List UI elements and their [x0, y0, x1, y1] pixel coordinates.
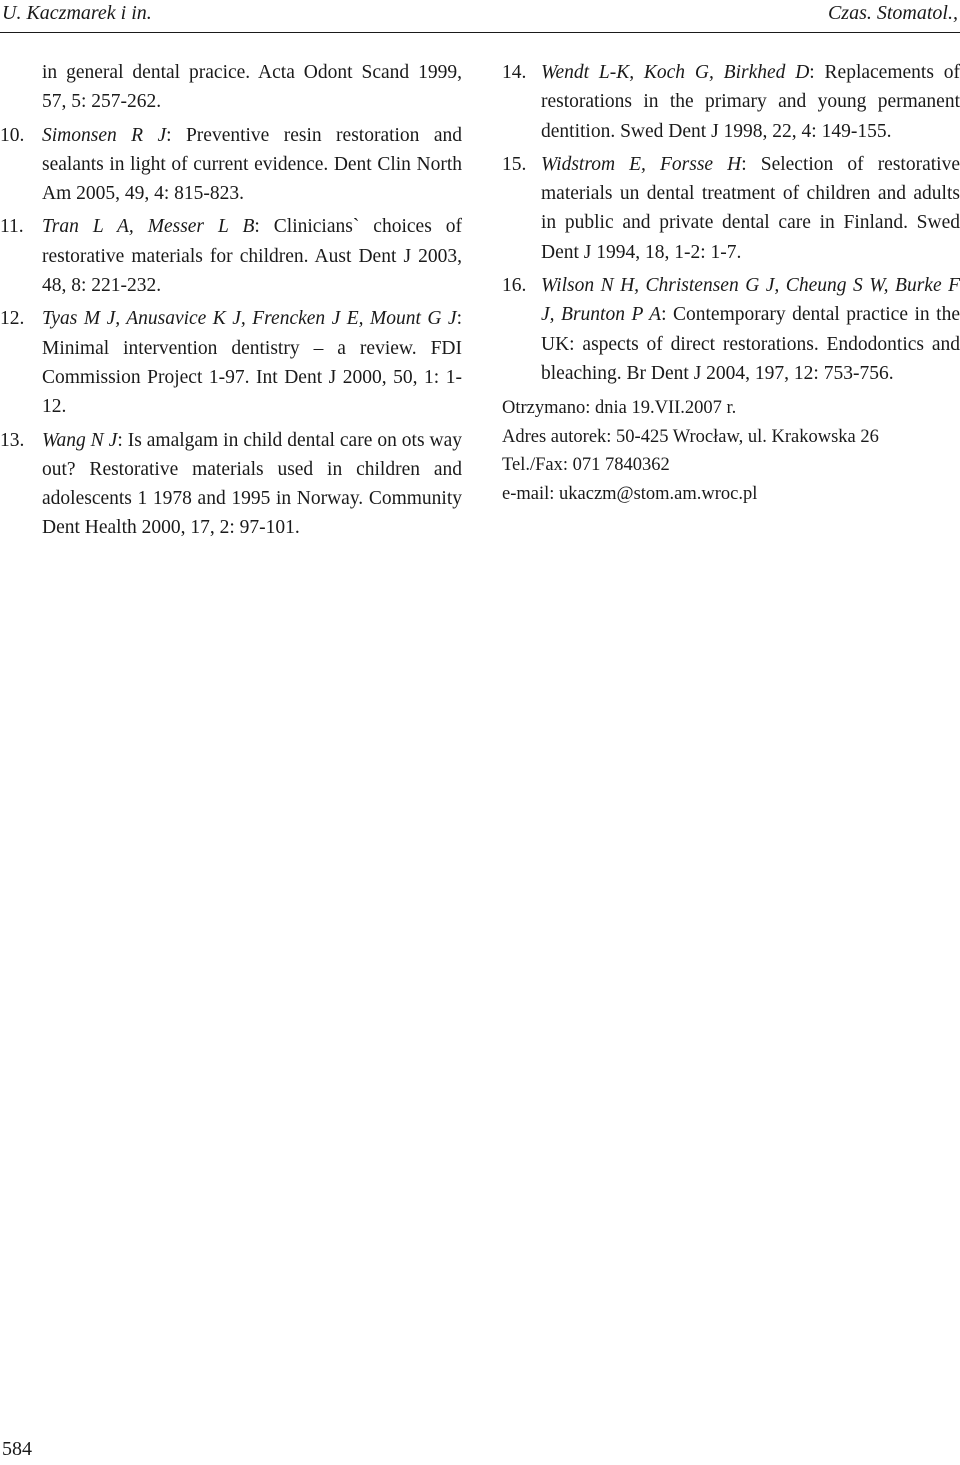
reference-text: : Replacements of restorations in the primary and young permanent dentition. Swed Dent J 1998, 22, 4: 149-155.: [541, 62, 960, 142]
reference-number: 13.: [0, 429, 25, 451]
author-address: Adres autorek: 50-425 Wrocław, ul. Krakowska 26: [502, 426, 879, 447]
phone-fax: Tel./Fax: 071 7840362: [502, 455, 670, 476]
reference-authors: Simonsen R J: [42, 124, 167, 146]
reference-authors: Widstrom E, Forsse H: [541, 153, 742, 175]
running-head: [0, 0, 960, 33]
page-number: 584: [2, 1438, 32, 1460]
reference-text: : Preventive resin restoration and sealants in light of current evidence. Dent Clin North Am 2005, 49, 4: 815-823.: [42, 124, 462, 205]
left-column: [0, 58, 462, 547]
reference-text: : Contemporary dental practice in the UK: aspects of direct restorations. Endodontics and bleaching. Br Dent J 2004, 197, 12: 753-756.: [541, 304, 960, 384]
reference-15: [502, 150, 960, 267]
reference-13: [0, 426, 462, 543]
email-address: e-mail: ukaczm@stom.am.wroc.pl: [502, 483, 758, 504]
reference-authors: Tran L A, Messer L B: [42, 216, 255, 238]
reference-12: [0, 304, 462, 421]
right-column: [502, 58, 960, 508]
reference-authors: Tyas M J, Anusavice K J, Frencken J E, Mount G J: [42, 308, 457, 330]
reference-text: : Minimal intervention dentistry – a review. FDI Commission Project 1-97. Int Dent J 2000, 50, 1: 1-12.: [42, 308, 462, 418]
reference-authors: Wang N J: [42, 429, 118, 451]
reference-number: 16.: [502, 275, 527, 297]
reference-14: [502, 58, 960, 146]
reference-number: 12.: [0, 308, 25, 330]
reference-text: : Clinicians` choices of restorative materials for children. Aust Dent J 2003, 48, 8: 221-232.: [42, 216, 462, 297]
reference-text: : Is amalgam in child dental care on ots way out? Restorative materials used in children and adolescents 1 1978 and 1995 in Norway. Community Dent Health 2000, 17, 2: 97-101.: [42, 429, 462, 539]
reference-text: : Selection of restorative materials un dental treatment of children and adults in public and private dental care in Finland. Swed Dent J 1994, 18, 1-2: 1-7.: [541, 153, 960, 263]
reference-16: [502, 271, 960, 388]
reference-number: 15.: [502, 153, 527, 175]
running-head-authors: U. Kaczmarek i in.: [2, 2, 152, 24]
reference-continuation: in general dental pracice. Acta Odont Scand 1999, 57, 5: 257-262.: [42, 62, 462, 113]
received-date: Otrzymano: dnia 19.VII.2007 r.: [502, 398, 737, 419]
reference-10: [0, 121, 462, 209]
running-head-journal: Czas. Stomatol.,: [827, 2, 958, 24]
reference-authors: Wendt L-K, Koch G, Birkhed D: [541, 62, 810, 83]
reference-authors: Wilson N H, Christensen G J, Cheung S W, Burke F J, Brunton P A: [541, 275, 960, 326]
reference-number: 14.: [502, 62, 527, 83]
reference-number: 10.: [0, 124, 25, 146]
reference-11: [0, 212, 462, 300]
reference-number: 11.: [0, 216, 24, 238]
correspondence-info: [502, 394, 960, 508]
